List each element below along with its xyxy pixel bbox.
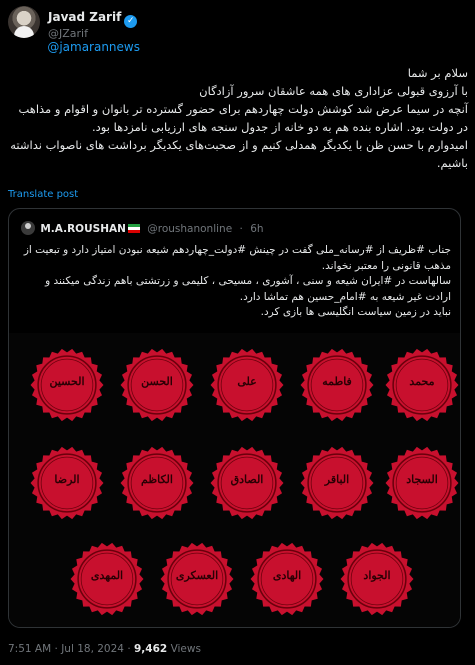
seal-label: فاطمه [322, 375, 352, 388]
quoted-tweet-body [21, 243, 451, 321]
seal-label: العسکری [175, 569, 219, 582]
seal-label: الجواد [363, 569, 391, 582]
seal-label: السجاد [406, 473, 438, 486]
body-line: سلام بر شما [407, 66, 468, 80]
quoted-line: سالهاست در #ایران شیعه و سنی ، آشوری ، مسیحی ، کلیمی و زرتشتی باهم زندگی میکنند و ارادت غیر شیعه به #امام_حسین هم تماشا دارد. [45, 275, 451, 303]
quoted-media-image[interactable] [9, 333, 460, 628]
seal-label: الباقر [324, 473, 350, 486]
view-count: 9,462 [134, 643, 168, 655]
footer-separator: · [127, 643, 131, 655]
footer-separator: · [54, 643, 58, 655]
post-time[interactable]: 7:51 AM [8, 643, 52, 655]
author-name[interactable]: Javad Zarif [48, 10, 122, 24]
verified-badge-icon: ✓ [124, 15, 137, 28]
seal-label: الصادق [230, 473, 264, 486]
imam-seal [29, 347, 105, 423]
mention-link[interactable]: @jamarannews [47, 40, 140, 54]
imam-seal [249, 541, 325, 617]
imam-seal [159, 541, 235, 617]
imam-seal [384, 445, 460, 521]
seal-label: المهدی [90, 569, 124, 582]
quoted-author-avatar[interactable] [21, 221, 35, 235]
imam-seal [209, 347, 285, 423]
seal-label: الهادی [272, 569, 302, 582]
tweet-footer [8, 643, 201, 655]
body-line: امیدوارم با حسن ظن با یکدیگر همدلی کنیم و از صحبت‌های یکدیگر برداشت های ناصواب نداشته باشیم. [10, 138, 468, 170]
quoted-timestamp[interactable]: 6h [250, 223, 264, 235]
body-line: با آرزوی قبولی عزاداری های همه عاشقان سرور آزادگان [199, 84, 468, 98]
quoted-line: نباید در زمین سیاست انگلیسی ها بازی کرد. [260, 306, 451, 318]
imam-seal [29, 445, 105, 521]
tweet-body [8, 64, 468, 172]
seal-label: علی [237, 375, 257, 388]
views-label: Views [170, 643, 201, 655]
quoted-line: جناب #ظریف از #رسانه_ملی گفت در چینش #دولت_چهاردهم شیعه نبودن امتیاز دارد و تبعیت از مذهب قانونی را معتبر نخواند. [23, 244, 451, 272]
imam-seal [69, 541, 145, 617]
seal-label: الحسن [141, 375, 173, 388]
imam-seal [209, 445, 285, 521]
imam-seal [119, 445, 195, 521]
translate-post-link[interactable]: Translate post [8, 189, 79, 200]
post-date[interactable]: Jul 18, 2024 [61, 643, 124, 655]
imam-seal [339, 541, 415, 617]
imam-seal [299, 445, 375, 521]
imam-seal [119, 347, 195, 423]
meta-separator: · [239, 223, 243, 235]
seal-label: الحسین [49, 375, 85, 388]
iran-flag-icon [128, 224, 140, 233]
author-avatar[interactable] [8, 6, 40, 38]
seal-label: الرضا [54, 473, 80, 486]
quoted-tweet[interactable] [8, 208, 461, 628]
author-handle[interactable]: @JZarif [48, 27, 88, 40]
body-line: آنچه در سیما عرض شد کوشش دولت چهاردهم برای حضور گسترده تر بانوان و اقوام و مذاهب در دولت بود. اشاره بنده هم به دو خانه از جدول سنجه های ارزیابی نامزدها بود. [18, 102, 468, 134]
imam-seal [299, 347, 375, 423]
author-name-row[interactable] [48, 10, 137, 28]
quoted-author-name[interactable]: M.A.ROUSHAN [40, 223, 126, 235]
seal-label: محمد [409, 375, 435, 388]
seal-label: الکاظم [141, 473, 173, 486]
quoted-tweet-header [21, 221, 451, 239]
quoted-author-handle[interactable]: @roushanonline [147, 223, 233, 235]
imam-seal [384, 347, 460, 423]
